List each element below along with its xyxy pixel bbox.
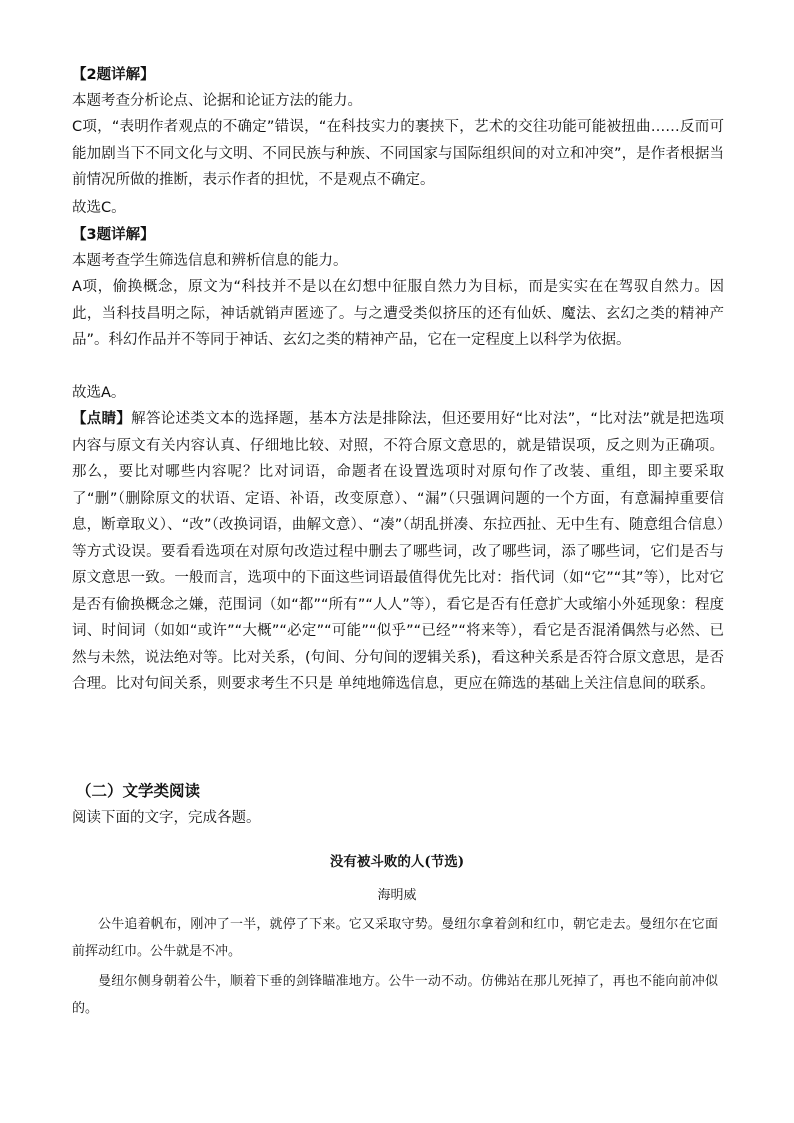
tips-paragraph: [72, 406, 724, 698]
q3-answer: 故选A。: [72, 385, 126, 401]
q3-heading: 【3题详解】: [72, 227, 155, 243]
story-paragraph: 公牛追着帆布，刚冲了一半，就停了下来。它又采取守势。曼纽尔拿着剑和红巾，朝它走去。曼纽尔在它面前挥动红巾。公牛就是不冲。: [72, 917, 718, 959]
story-paragraph: 曼纽尔侧身朝着公牛，顺着下垂的剑锋瞄准地方。公牛一动不动。仿佛站在那儿死掉了，再也不能向前冲似的。: [72, 974, 718, 1016]
story-author: 海明威: [377, 888, 417, 903]
q2-heading: 【2题详解】: [72, 67, 155, 83]
q2-analysis: C项，“表明作者观点的不确定”错误，“在科技实力的裹挟下，艺术的交往功能可能被扭曲……反而可能加剧当下不同文化与文明、不同民族与种族、不同国家与国际组织间的对立和冲突”，是作者根据当前情况所做的推断，表示作者的担忧，不是观点不确定。: [72, 119, 724, 188]
tips-text: 解答论述类文本的选择题，基本方法是排除法，但还要用好“比对法”，“比对法”就是把选项内容与原文有关内容认真、仔细地比较、对照，不符合原文意思的，就是错误项，反之则为正确项。那么，要比对哪些内容呢？比对词语，命题者在设置选项时对原句作了改装、重组，即主要采取了“删”（删除原文的状语、定语、补语，改变原意）、“漏”（只强调问题的一个方面，有意漏掉重要信息，断章取义）、“改”（改换词语，曲解文意）、“凑”（胡乱拼凑、东拉西扯、无中生有、随意组合信息）等方式设误。要看看选项在对原句改造过程中删去了哪些词，改了哪些词，添了哪些词，它们是否与原文意思一致。一般而言，选项中的下面这些词语最值得优先比对：指代词（如“它”“其”等），比对它是否有偷换概念之嫌，范围词（如“都”“所有”“人人”等），看它是否有任意扩大或缩小外延现象：程度词、时间词（如如“或许”“大概”“必定”“可能”“似乎”“已经”“将来等），看它是否混淆偶然与必然、已然与未然，说法绝对等。比对关系，(句间、分句间的逻辑关系)，看这种关系是否符合原文意思，是否合理。比对句间关系，则要求考生不只是 单纯地筛选信息，更应在筛选的基础上关注信息间的联系。: [72, 411, 725, 692]
q2-answer: 故选C。: [72, 200, 126, 216]
story-title: 没有被斗败的人(节选): [329, 854, 465, 870]
section-instruction: 阅读下面的文字，完成各题。: [72, 810, 261, 826]
q3-analysis: A项，偷换概念，原文为“科技并不是以在幻想中征服自然力为目标，而是实实在在驾驭自然力。因此，当科技昌明之际，神话就销声匿迹了。与之遭受类似挤压的还有仙妖、魔法、玄幻之类的精神产品”。科幻作品并不等同于神话、玄幻之类的精神产品，它在一定程度上以科学为依据。: [72, 279, 724, 348]
tips-label: 【点睛】: [72, 411, 132, 427]
section-heading: （二）文学类阅读: [76, 782, 201, 800]
q2-intro: 本题考查分析论点、论据和论证方法的能力。: [72, 93, 362, 109]
q3-intro: 本题考查学生筛选信息和辨析信息的能力。: [72, 253, 348, 269]
